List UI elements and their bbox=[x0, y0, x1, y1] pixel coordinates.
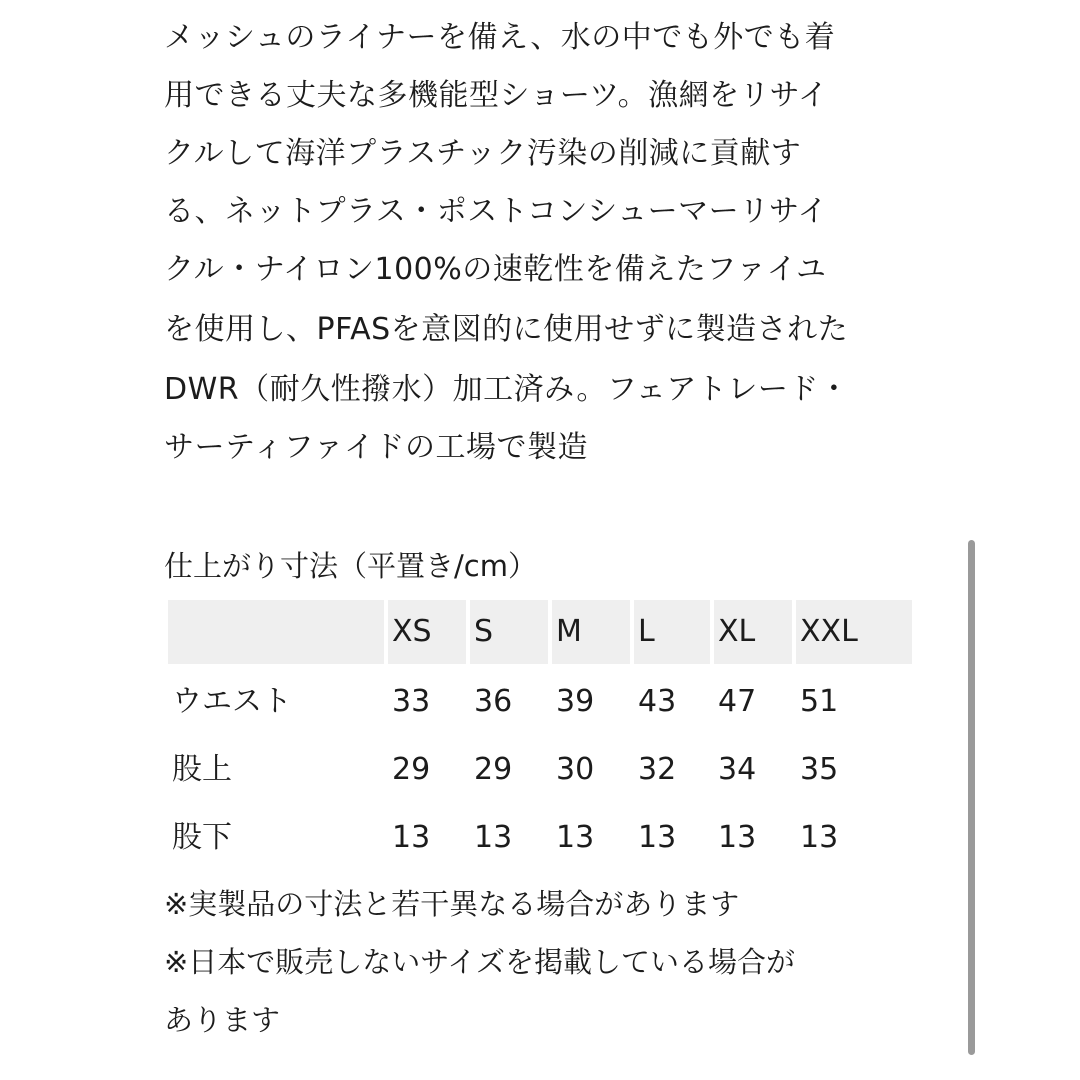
table-cell: 13 bbox=[638, 820, 677, 855]
table-cell: 47 bbox=[718, 684, 757, 719]
size-header: XL bbox=[718, 614, 756, 649]
table-cell: 34 bbox=[718, 752, 757, 787]
table-cell: 13 bbox=[800, 820, 839, 855]
description-line: クル・ナイロン100%の速乾性を備えたファイユ bbox=[164, 252, 827, 287]
table-cell: 36 bbox=[474, 684, 513, 719]
table-cell: 13 bbox=[392, 820, 431, 855]
table-cell: 33 bbox=[392, 684, 431, 719]
row-label-inseam: 股下 bbox=[172, 820, 232, 855]
note-line: あります bbox=[164, 1003, 281, 1037]
table-cell: 43 bbox=[638, 684, 677, 719]
description-line: を使用し、PFASを意図的に使用せずに製造された bbox=[164, 312, 849, 347]
size-header: XS bbox=[392, 614, 432, 649]
table-cell: 30 bbox=[556, 752, 595, 787]
size-header: M bbox=[556, 614, 582, 649]
description-line: サーティファイドの工場で製造 bbox=[164, 430, 588, 465]
table-cell: 13 bbox=[556, 820, 595, 855]
header-cell-empty bbox=[168, 600, 384, 664]
row-label-waist: ウエスト bbox=[172, 684, 292, 719]
table-cell: 35 bbox=[800, 752, 839, 787]
row-label-rise: 股上 bbox=[172, 752, 232, 787]
scrollbar-thumb[interactable] bbox=[968, 540, 975, 1055]
note-line: ※日本で販売しないサイズを掲載している場合が bbox=[164, 945, 795, 979]
description-line: 用できる丈夫な多機能型ショーツ。漁網をリサイ bbox=[164, 78, 829, 113]
size-header: XXL bbox=[800, 614, 858, 649]
table-cell: 39 bbox=[556, 684, 595, 719]
table-cell: 32 bbox=[638, 752, 677, 787]
description-line: DWR（耐久性撥水）加工済み。フェアトレード・ bbox=[164, 372, 850, 407]
table-cell: 51 bbox=[800, 684, 839, 719]
size-table-title: 仕上がり寸法（平置き/cm） bbox=[164, 549, 537, 583]
table-cell: 13 bbox=[474, 820, 513, 855]
size-header: L bbox=[638, 614, 655, 649]
description-line: る、ネットプラス・ポストコンシューマーリサイ bbox=[164, 194, 828, 229]
description-line: メッシュのライナーを備え、水の中でも外でも着 bbox=[164, 20, 836, 55]
table-cell: 29 bbox=[474, 752, 513, 787]
note-line: ※実製品の寸法と若干異なる場合があります bbox=[164, 887, 740, 921]
table-cell: 29 bbox=[392, 752, 431, 787]
description-line: クルして海洋プラスチック汚染の削減に貢献す bbox=[164, 136, 802, 171]
size-header: S bbox=[474, 614, 494, 649]
table-cell: 13 bbox=[718, 820, 757, 855]
